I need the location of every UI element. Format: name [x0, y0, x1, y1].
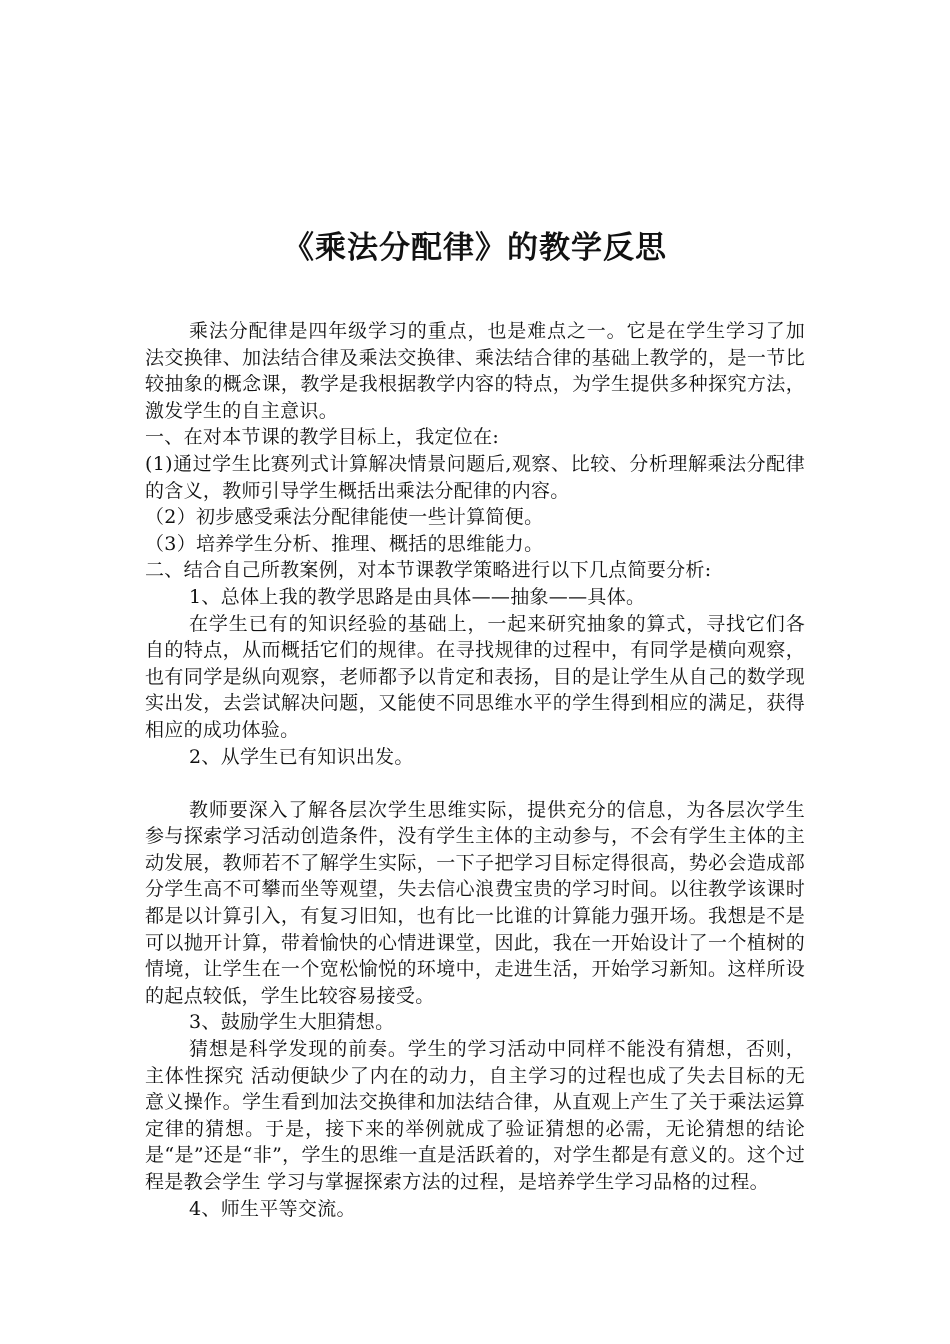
document-body — [145, 318, 805, 1222]
paragraph: 3、鼓励学生大胆猜想。 — [189, 1011, 395, 1034]
paragraph: 2、从学生已有知识出发。 — [189, 745, 414, 768]
paragraph: （2）初步感受乘法分配律能使一些计算简便。 — [145, 506, 544, 529]
paragraph: 4、师生平等交流。 — [189, 1197, 356, 1220]
document-title: 《乘法分配律》的教学反思 — [283, 230, 667, 266]
paragraph: 1、总体上我的教学思路是由具体——抽象——具体。 — [189, 585, 646, 608]
paragraph: 在学生已有的知识经验的基础上，一起来研究抽象的算式，寻找它们各自的特点，从而概括它们的规律。在寻找规律的过程中，有同学是横向观察，也有同学是纵向观察，老师都予以肯定和表扬，目的是让学生从自己的数学现实出发，去尝试解决问题，又能使不同思维水平的学生得到相应的满足，获得相应的成功体验。 — [145, 612, 805, 741]
paragraph: 一、在对本节课的教学目标上，我定位在: — [145, 426, 500, 449]
paragraph: （3）培养学生分析、推理、概括的思维能力。 — [145, 532, 544, 555]
paragraph: 二、结合自己所教案例，对本节课教学策略进行以下几点简要分析: — [145, 559, 712, 582]
blank-line — [145, 770, 805, 797]
paragraph: 猜想是科学发现的前奏。学生的学习活动中同样不能没有猜想，否则，主体性探究 活动便缺少了内在的动力，自主学习的过程也成了失去目标的无意义操作。学生看到加法交换律和加法结合律，从直观上产生了关于乘法运算定律的猜想。于是，接下来的举例就成了验证猜想的必需，无论猜想的结论是“是”还是“非”，学生的思维一直是活跃着的，对学生都是有意义的。这个过程是教会学生 学习与掌握探索方法的过程，是培养学生学习品格的过程。 — [145, 1038, 805, 1193]
paragraph: 教师要深入了解各层次学生思维实际，提供充分的信息，为各层次学生参与探索学习活动创造条件，没有学生主体的主动参与，不会有学生主体的主动发展，教师若不了解学生实际，一下子把学习目标定得很高，势必会造成部分学生高不可攀而坐等观望，失去信心浪费宝贵的学习时间。以往教学该课时都是以计算引入，有复习旧知，也有比一比谁的计算能力强开场。我想是不是可以抛开计算，带着愉快的心情进课堂，因此，我在一开始设计了一个植树的情境，让学生在一个宽松愉悦的环境中，走进生活，开始学习新知。这样所设的起点较低，学生比较容易接受。 — [145, 798, 805, 1007]
paragraph: (1)通过学生比赛列式计算解决情景问题后,观察、比较、分析理解乘法分配律的含义，教师引导学生概括出乘法分配律的内容。 — [145, 452, 805, 502]
paragraph: 乘法分配律是四年级学习的重点，也是难点之一。它是在学生学习了加法交换律、加法结合律及乘法交换律、乘法结合律的基础上教学的，是一节比较抽象的概念课，教学是我根据教学内容的特点，为学生提供多种探究方法，激发学生的自主意识。 — [145, 320, 805, 422]
